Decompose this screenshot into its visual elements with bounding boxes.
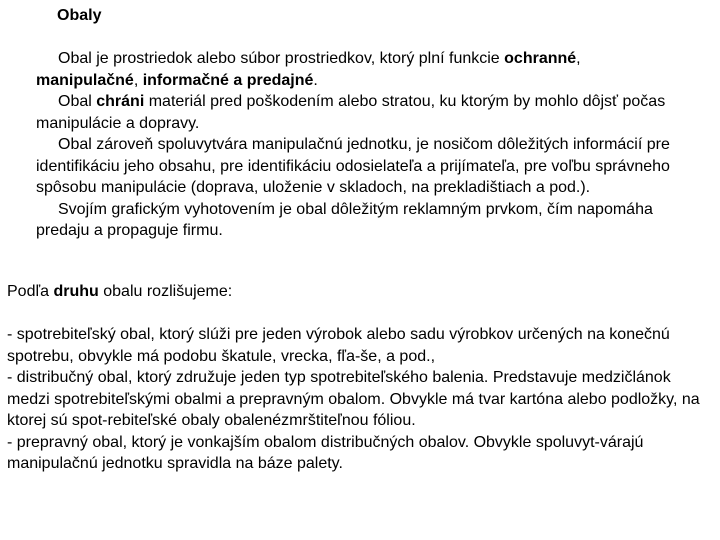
emphasis-type: druhu (53, 283, 99, 300)
list-item-transport-packaging: - prepravný obal, ktorý je vonkajším obalom distribučných obalov. Obvykle spoluvyt-várajú manipulačnú jednotku spravidla na báze palety. (7, 433, 644, 472)
list-item-distribution-packaging: - distribučný obal, ktorý združuje jeden typ spotrebiteľského balenia. Predstavuje medzičlánok medzi spotrebiteľskými obalmi a prepravným obalom. Obvykle má tvar kartóna alebo podložky, na ktorej sú spot-rebiteľské obaly obalenézmrštiteľnou fóliou. (7, 369, 700, 429)
emphasis-protective: ochranné (504, 50, 577, 67)
emphasis-protects: chráni (96, 93, 145, 110)
intro-paragraph-functions (36, 48, 676, 91)
intro-section (36, 48, 676, 242)
packaging-types-list (7, 324, 707, 475)
text-span: , (133, 71, 143, 89)
emphasis-handling: manipulačné (36, 71, 134, 89)
list-item-consumer-packaging: - spotrebiteľský obal, ktorý slúži pre jeden výrobok alebo sadu výrobkov určených na konečnú spotrebu, obvykle má podobu škatule, vrecka, fľa-še, a pod., (7, 326, 670, 365)
text-span: , (576, 50, 581, 67)
text-span: materiál pred poškodením alebo stratou, ku ktorým by mohlo dôjsť počas manipulácie a dopravy. (36, 93, 666, 132)
intro-paragraph-advertising: Svojím grafickým vyhotovením je obal dôležitým reklamným prvkom, čím napomáha predaju a propaguje firmu. (36, 200, 653, 239)
text-span: Obal je prostriedok alebo súbor prostriedkov, ktorý plní funkcie (58, 50, 505, 67)
emphasis-info-sales: informačné a predajné (142, 71, 314, 89)
classification-heading (7, 281, 707, 303)
page-title: Obaly (57, 7, 102, 24)
text-span: . (313, 71, 318, 89)
intro-paragraph-handling-unit: Obal zároveň spoluvytvára manipulačnú jednotku, je nosičom dôležitých informácií pre identifikáciu jeho obsahu, pre identifikáciu odosielateľa a prijímateľa, pre voľbu správneho spôsobu manipulácie (doprava, uloženie v skladoch, na prekladištiach a pod.). (36, 136, 670, 196)
text-span: obalu rozlišujeme: (98, 283, 233, 300)
intro-paragraph-protection (36, 91, 676, 134)
text-span: Obal (58, 93, 97, 110)
text-span: Podľa (7, 283, 54, 300)
